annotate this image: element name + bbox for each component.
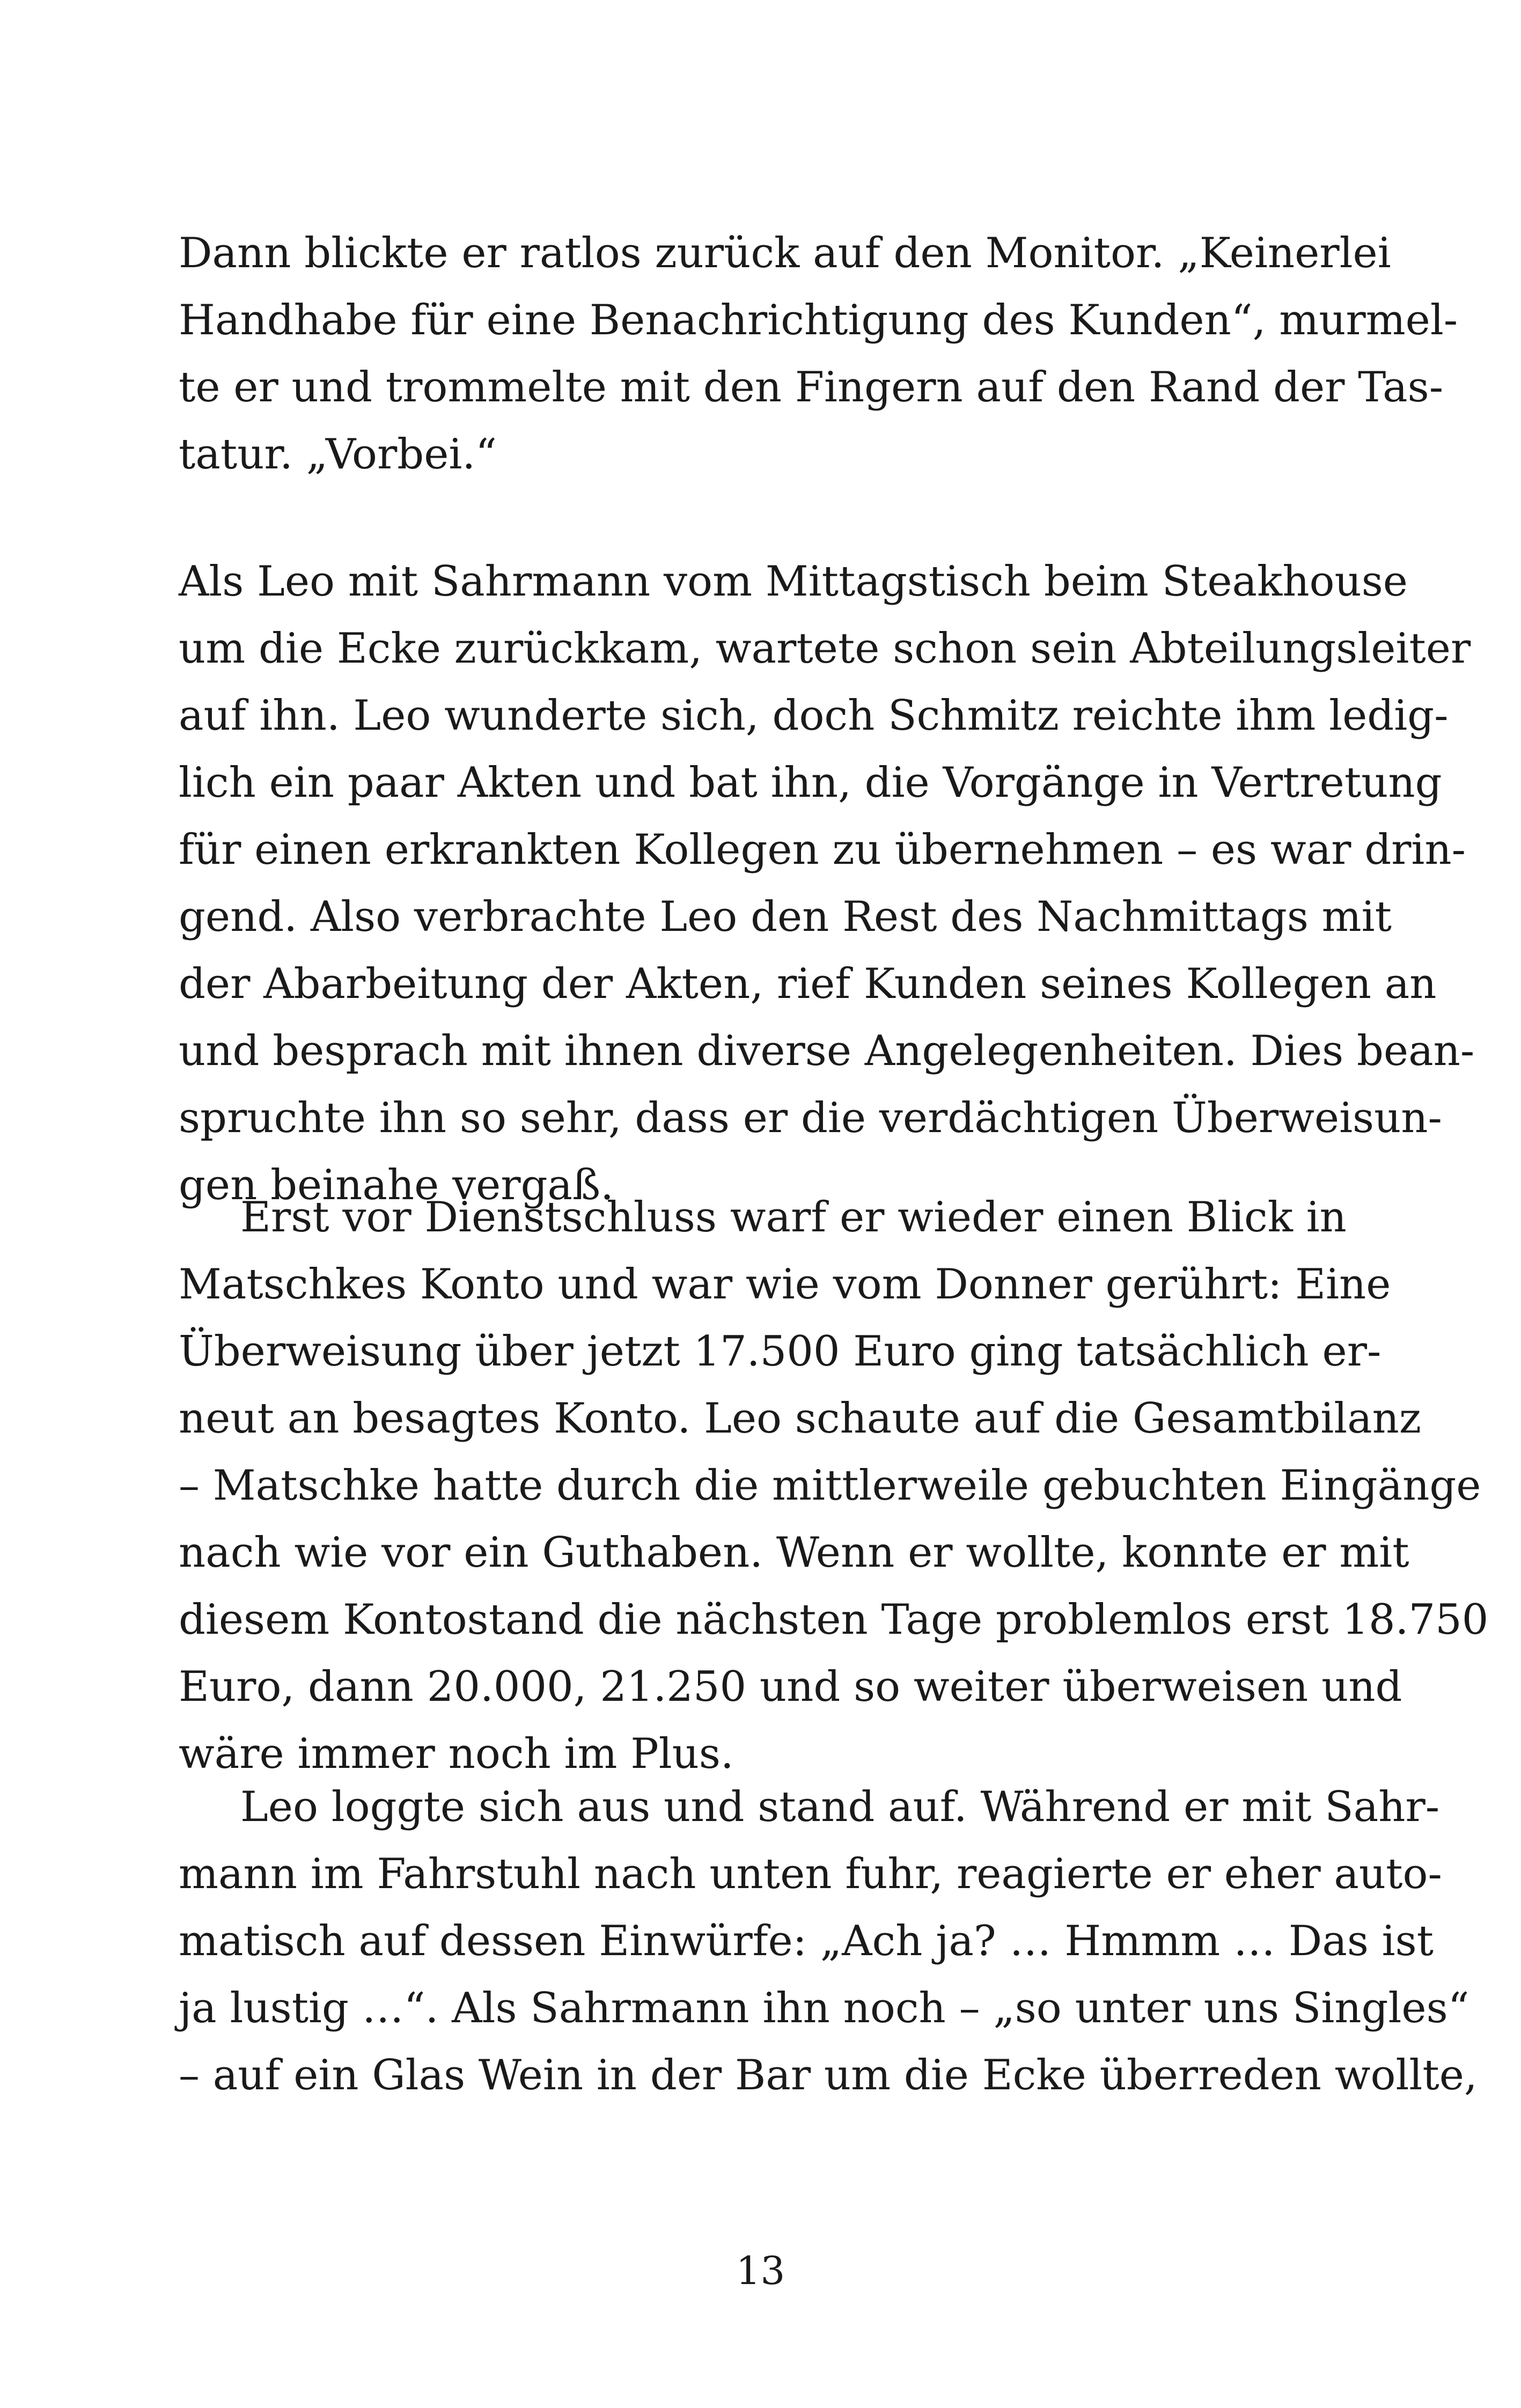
text-line: ja lustig …“. Als Sahrmann ihn noch – „so unter uns Singles“ xyxy=(179,1984,1469,2032)
text-line: für einen erkrankten Kollegen zu übernehmen – es war drin- xyxy=(179,826,1466,874)
text-line: tatur. „Vorbei.“ xyxy=(179,430,497,479)
text-line: mann im Fahrstuhl nach unten fuhr, reagierte er eher auto- xyxy=(179,1850,1442,1898)
text-line: und besprach mit ihnen diverse Angelegenheiten. Dies bean- xyxy=(179,1027,1475,1075)
text-line: wäre immer noch im Plus. xyxy=(179,1730,734,1778)
text-line: Überweisung über jetzt 17.500 Euro ging tatsächlich er- xyxy=(179,1327,1382,1376)
text-line: Euro, dann 20.000, 21.250 und so weiter überweisen und xyxy=(179,1663,1402,1711)
text-line: Matschkes Konto und war wie vom Donner gerührt: Eine xyxy=(179,1260,1391,1309)
text-line: nach wie vor ein Guthaben. Wenn er wollte, konnte er mit xyxy=(179,1529,1409,1577)
paragraph xyxy=(179,1774,1478,2109)
text-line: um die Ecke zurückkam, wartete schon sein Abteilungsleiter xyxy=(179,625,1471,673)
text-line: Als Leo mit Sahrmann vom Mittagstisch beim Steakhouse xyxy=(179,557,1408,606)
text-line: der Abarbeitung der Akten, rief Kunden seines Kollegen an xyxy=(179,960,1437,1008)
text-line: neut an besagtes Konto. Leo schaute auf die Gesamtbilanz xyxy=(179,1394,1421,1443)
page-number: 13 xyxy=(736,2248,785,2293)
text-line: – auf ein Glas Wein in der Bar um die Ecke überreden wollte, xyxy=(179,2051,1478,2099)
text-line: diesem Kontostand die nächsten Tage problemlos erst 18.750 xyxy=(179,1596,1489,1644)
text-line: Leo loggte sich aus und stand auf. Während er mit Sahr- xyxy=(240,1783,1440,1831)
text-line: – Matschke hatte durch die mittlerweile gebuchten Eingänge xyxy=(179,1462,1481,1510)
text-line: spruchte ihn so sehr, dass er die verdächtigen Überweisun- xyxy=(179,1094,1442,1142)
text-line: te er und trommelte mit den Fingern auf den Rand der Tas- xyxy=(179,363,1444,412)
text-line: lich ein paar Akten und bat ihn, die Vorgänge in Vertretung xyxy=(179,759,1442,807)
paragraph xyxy=(179,1184,1489,1788)
text-line: matisch auf dessen Einwürfe: „Ach ja? … Hmmm … Das ist xyxy=(179,1917,1434,1965)
text-line: Erst vor Dienstschluss warf er wieder einen Blick in xyxy=(240,1193,1347,1242)
text-line: gend. Also verbrachte Leo den Rest des Nachmittags mit xyxy=(179,893,1392,941)
text-line: Dann blickte er ratlos zurück auf den Monitor. „Keinerlei xyxy=(179,229,1391,277)
text-line: Handhabe für eine Benachrichtigung des Kunden“, murmel- xyxy=(179,296,1458,344)
paragraph xyxy=(179,548,1475,1219)
text-line: auf ihn. Leo wunderte sich, doch Schmitz reichte ihm ledig- xyxy=(179,692,1449,740)
text-line: gen beinahe vergaß. xyxy=(179,1161,614,1209)
paragraph xyxy=(179,220,1458,488)
